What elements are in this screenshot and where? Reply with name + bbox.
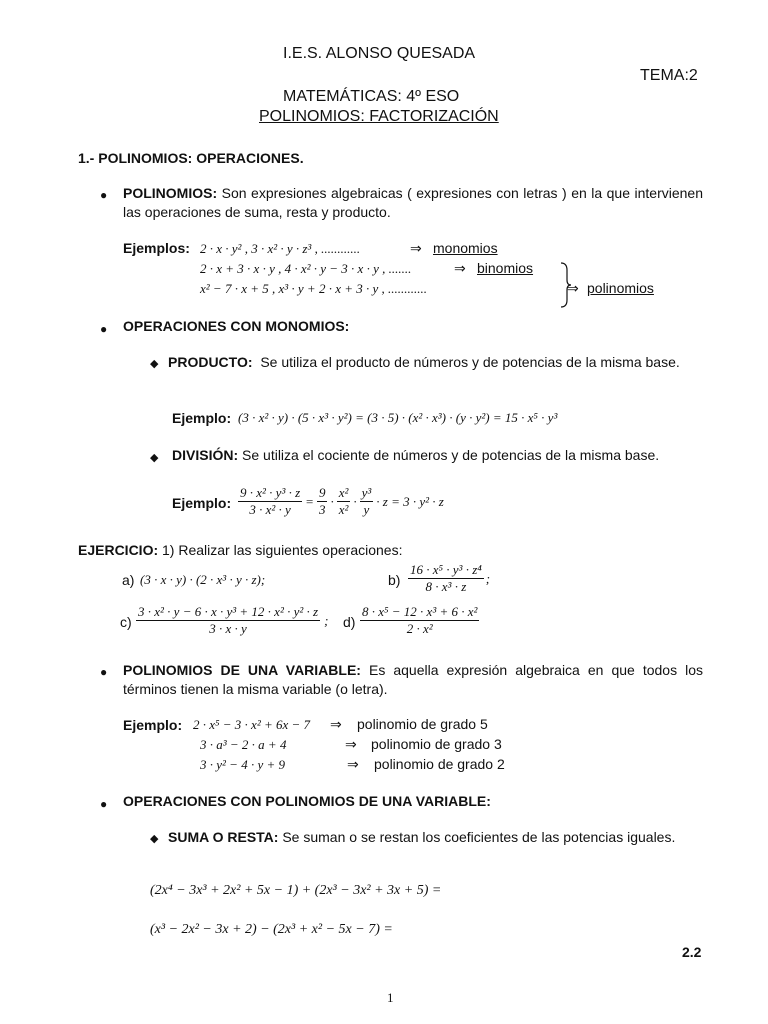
ejercicio-d-label: d) [343,614,356,630]
polinomios-term: POLINOMIOS: [123,185,218,201]
division-fraction: $\frac{\text{9 · x² · y³ · z}}{\text{3 · x² · y}}$ [240,485,301,517]
una-variable-definition [123,661,703,699]
ejemplo-row-2-expr: 2 · x + 3 · x · y , 4 · x² · y − 3 · x · y , ....... [200,261,412,276]
producto-ejemplo-expr: (3 · x² · y) · (5 · x³ · y²) = (3 · 5) · (x² · x³) · (y · y²) = 15 · x⁵ · y³ [238,410,558,425]
ejercicio-heading [78,542,402,558]
una-variable-row-3-arrow: ⇒ [347,756,359,772]
division-ejemplo-label: Ejemplo: [172,495,232,511]
ejemplo-row-2-label: binomios [477,260,534,276]
suma-expr-1: (2x⁴ − 3x³ + 2x² + 5x − 1) + (2x³ − 3x² + 3x + 5) = [150,883,442,898]
page-number: 1 [387,990,394,1005]
una-variable-row-1-arrow: ⇒ [330,716,342,732]
suma-term: SUMA O RESTA: [168,829,279,845]
suma-definition [146,828,703,847]
group-arrow: ⇒ [567,280,579,296]
una-variable-row-3-label: polinomio de grado 2 [374,756,505,772]
producto-text: Se utiliza el producto de números y de potencias de la misma base. [260,354,680,370]
bullet-icon: ● [100,322,108,336]
division-term: DIVISIÓN: [172,447,239,463]
group-label: polinomios [587,280,654,296]
ejercicio-c-label: c) [120,614,132,630]
monomios-title: OPERACIONES CON MONOMIOS: [123,318,350,334]
una-variable-row-3-expr: 3 · y² − 4 · y + 9 [200,757,285,772]
una-variable-row-1-label: polinomio de grado 5 [357,716,488,732]
ejemplo-row-2-arrow: ⇒ [454,260,466,276]
ejercicio-d-fraction: $\frac{\text{8 · x⁵ − 12 · x³ + 6 · x²}}{\text{2 · x²}}$ [362,604,478,636]
una-variable-row-1-expr: 2 · x⁵ − 3 · x² + 6x − 7 [193,717,311,732]
ejemplo-row-1-expr: 2 · x · y² , 3 · x² · y · z³ , ............ [200,241,361,256]
ejercicio-c-fraction: $\frac{\text{3 · x² · y − 6 · x · y³ + 12 · x² · y² · z}}{3 \cdot x \cdot y}$ [138,604,319,636]
bullet-icon: ● [100,188,108,202]
diamond-icon: ◆ [150,452,159,464]
una-variable-text: Es aquella expresión algebraica en que todos los términos tienen la misma variable (o letra). [123,662,703,697]
ejercicio-a-label: a) [122,572,135,588]
polinomios-text: Son expresiones algebraicas ( expresiones con letras ) en la que intervienen las operaciones de suma, resta y producto. [123,185,703,220]
producto-definition [146,353,703,372]
suma-expr-2: (x³ − 2x² − 3x + 2) − (2x³ + x² − 5x − 7) = [150,922,393,937]
ejercicio-d-expr [360,604,479,637]
ops-una-variable-title: OPERACIONES CON POLINOMIOS DE UNA VARIABLE: [123,793,491,809]
ejercicio-b-fraction: $\frac{\text{16 · x⁵ · y³ · z⁴}}{\text{8 · x³ · z}}$ [410,562,482,594]
section-number: 2.2 [682,944,702,960]
producto-term: PRODUCTO: [168,354,253,370]
ejercicio-a-expr: (3 · x · y) · (2 · x³ · y · z); [140,572,266,587]
ejemplo-row-3-expr: x² − 7 · x + 5 , x³ · y + 2 · x + 3 · y , ............ [200,281,428,296]
ejemplo-row-1-arrow: ⇒ [410,240,422,256]
topic-title: POLINOMIOS: FACTORIZACIÓN [259,108,499,125]
ejercicio-c-expr: $\frac{\text{3 · x² · y − 6 · x · y³ + 12 · x² · y² · z}}{3 \cdot x \cdot y}$ ; [138,604,329,636]
ejercicio-text: 1) Realizar las siguientes operaciones: [162,542,403,558]
ejemplos-label: Ejemplos: [123,240,190,256]
ejercicio-b-label: b) [388,572,401,588]
suma-text: Se suman o se restan los coeficientes de las potencias iguales. [282,829,676,845]
ejercicio-b-expr: $\frac{\text{16 · x⁵ · y³ · z⁴}}{\text{8 · x³ · z}}$ ; [410,562,491,594]
division-fraction: $\frac{\text{y³}}{y}$ [361,485,372,517]
bullet-icon: ● [100,665,108,679]
school-name: I.E.S. ALONSO QUESADA [283,45,476,62]
ejemplo-row-1-label: monomios [433,240,498,256]
una-variable-row-2-arrow: ⇒ [345,736,357,752]
ejercicio-label: EJERCICIO: [78,542,159,558]
diamond-icon: ◆ [150,358,159,370]
division-ejemplo-expr: $\frac{\text{9 · x² · y³ · z}}{\text{3 · x² · y}}$ = $\frac{9}{3}$ · $\frac{\text{x²}}{\text{x²}}$ · $\frac{\text{y³}}{y}$ · z = 3 · y² · z [240,485,444,517]
division-fraction: $\frac{9}{3}$ [318,485,326,517]
section-title: 1.- POLINOMIOS: OPERACIONES. [78,150,304,166]
una-variable-term: POLINOMIOS DE UNA VARIABLE: [123,662,361,678]
division-definition [172,447,659,463]
bullet-icon: ● [100,797,108,811]
tema-label: TEMA:2 [640,67,698,84]
diamond-icon: ◆ [150,833,159,845]
subject-title: MATEMÁTICAS: 4º ESO [283,88,460,105]
polinomios-definition [123,184,703,222]
una-variable-ejemplo-label: Ejemplo: [123,717,183,733]
division-text: Se utiliza el cociente de números y de potencias de la misma base. [242,447,660,463]
una-variable-row-2-expr: 3 · a³ − 2 · a + 4 [200,737,287,752]
una-variable-row-2-label: polinomio de grado 3 [371,736,502,752]
division-fraction: $\frac{\text{x²}}{\text{x²}}$ [338,485,349,517]
producto-ejemplo-label: Ejemplo: [172,410,232,426]
